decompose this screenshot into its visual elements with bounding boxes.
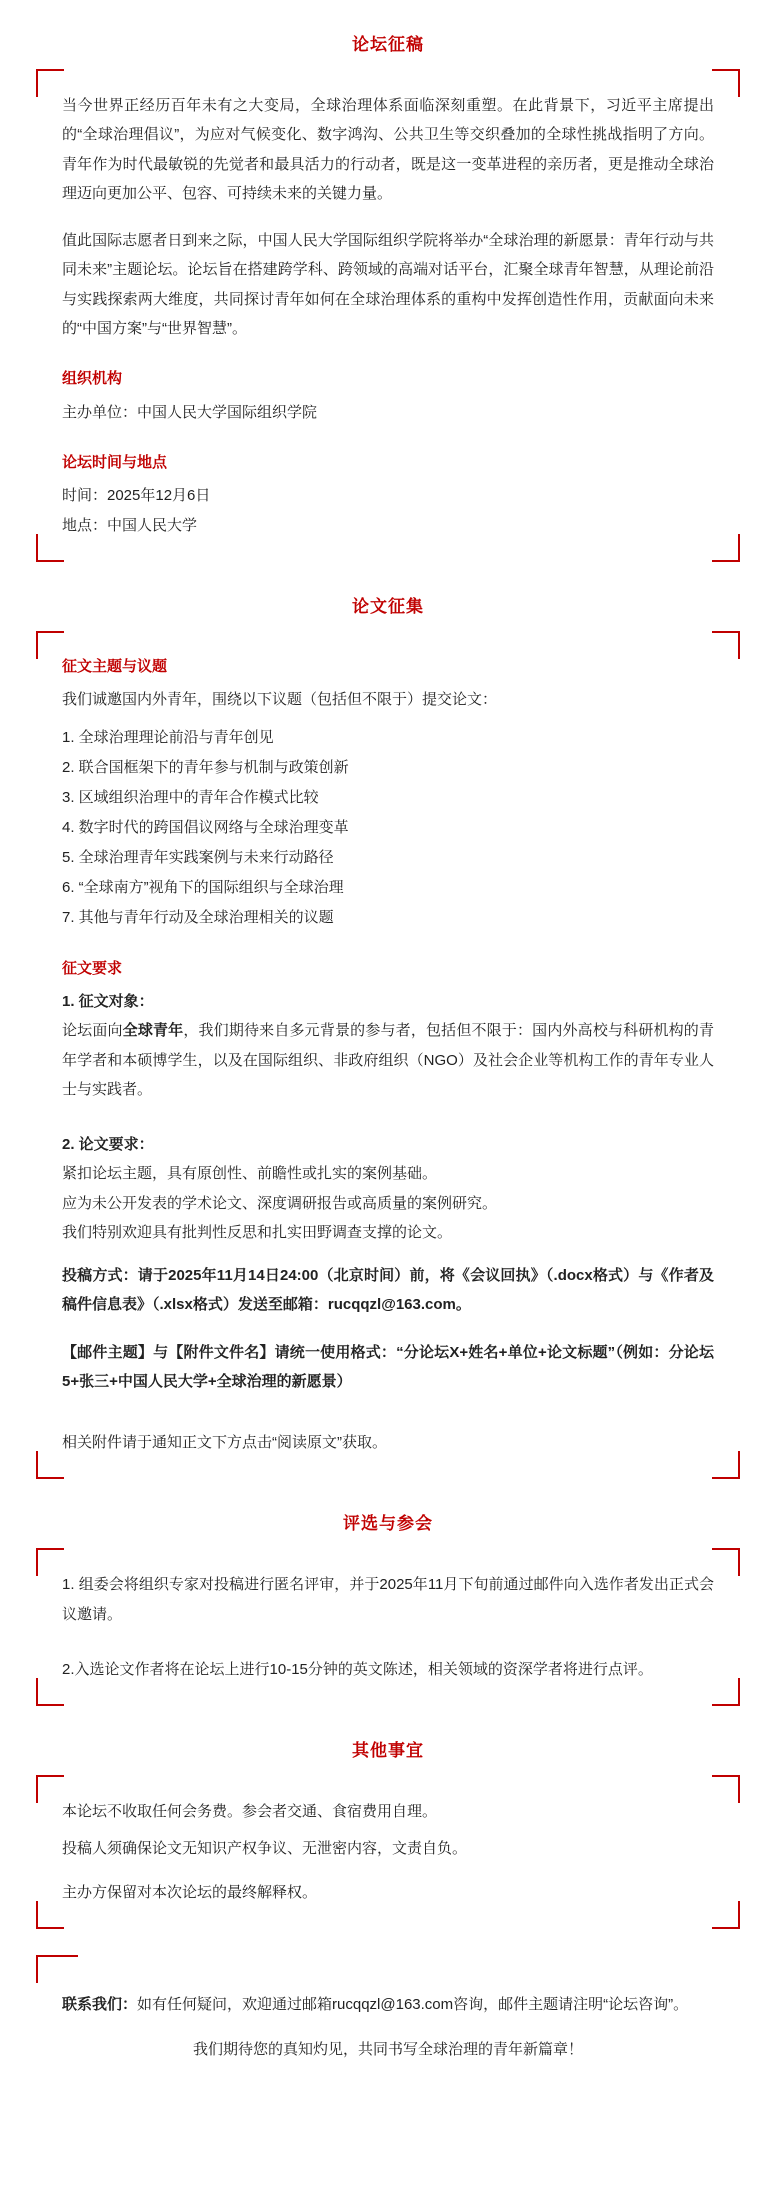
req1-text bbox=[62, 1016, 714, 1104]
section-title-forum-call: 论坛征稿 bbox=[352, 35, 424, 54]
contact-line bbox=[62, 1990, 714, 2020]
contact-text: 如有任何疑问，欢迎通过邮箱rucqqzl@163.com咨询，邮件主题请注明“论坛咨询”。 bbox=[137, 1995, 689, 2013]
req1-post: ，我们期待来自多元背景的参与者，包括但不限于：国内外高校与科研机构的青年学者和本硕博学生，以及在国际组织、非政府组织（NGO）及社会企业等机构工作的青年专业人士与实践者。 bbox=[62, 1022, 714, 1098]
review-item: 2.入选论文作者将在论坛上进行10-15分钟的英文陈述，相关领域的资深学者将进行点评。 bbox=[62, 1660, 653, 1678]
topic-item: 3. 区域组织治理中的青年合作模式比较 bbox=[62, 788, 319, 806]
org-heading: 组织机构 bbox=[62, 370, 123, 387]
contact-label: 联系我们： bbox=[62, 1995, 138, 2013]
topic-item: 6. “全球南方”视角下的国际组织与全球治理 bbox=[62, 878, 344, 896]
attachment-note: 相关附件请于通知正文下方点击“阅读原文”获取。 bbox=[62, 1434, 387, 1451]
req2-heading bbox=[62, 1130, 714, 1159]
other-line: 投稿人须确保论文无知识产权争议、无泄密内容，文责自负。 bbox=[62, 1840, 468, 1858]
topics-intro: 我们诚邀国内外青年，围绕以下议题（包括但不限于）提交论文： bbox=[62, 691, 498, 709]
other-block bbox=[36, 1775, 740, 1929]
topic-item: 7. 其他与青年行动及全球治理相关的议题 bbox=[62, 908, 334, 926]
submission-format bbox=[62, 1338, 714, 1397]
req1-heading-text: 1. 征文对象： bbox=[62, 993, 154, 1010]
frame-corner-bottom-right bbox=[712, 1451, 740, 1479]
req2-line: 应为未公开发表的学术论文、深度调研报告或高质量的案例研究。 bbox=[62, 1194, 498, 1212]
frame-corner-top-right bbox=[712, 1775, 740, 1803]
frame-corner-bottom-right bbox=[712, 1901, 740, 1929]
forum-paragraph-2: 值此国际志愿者日到来之际，中国人民大学国际组织学院将举办“全球治理的新愿景：青年行动与共同未来”主题论坛。论坛旨在搭建跨学科、跨领域的高端对话平台，汇聚全球青年智慧，从理论前沿与实践探索两大维度，共同探讨青年如何在全球治理体系的重构中发挥创造性作用，贡献面向未来的“中国方案”与“世界智慧”。 bbox=[62, 232, 714, 337]
submission-method bbox=[62, 1261, 714, 1320]
topic-item: 1. 全球治理理论前沿与青年创见 bbox=[62, 728, 274, 746]
place-line: 地点：中国人民大学 bbox=[62, 516, 198, 534]
paper-call-block bbox=[36, 631, 740, 1480]
section-title-other: 其他事宜 bbox=[352, 1741, 424, 1760]
frame-corner-top-right bbox=[712, 69, 740, 97]
org-line: 主办单位：中国人民大学国际组织学院 bbox=[62, 403, 318, 421]
req2-line: 我们特别欢迎具有批判性反思和扎实田野调查支撑的论文。 bbox=[62, 1223, 453, 1241]
submission-label: 投稿方式： bbox=[62, 1267, 138, 1284]
req2-line: 紧扣论坛主题，具有原创性、前瞻性或扎实的案例基础。 bbox=[62, 1165, 438, 1183]
time-line: 时间：2025年12月6日 bbox=[62, 487, 211, 505]
other-line: 本论坛不收取任何会务费。参会者交通、食宿费用自理。 bbox=[62, 1803, 438, 1820]
req2-heading-text: 2. 论文要求： bbox=[62, 1136, 154, 1153]
topic-item: 2. 联合国框架下的青年参与机制与政策创新 bbox=[62, 758, 349, 776]
topic-item: 4. 数字时代的跨国倡议网络与全球治理变革 bbox=[62, 818, 349, 836]
contact-block bbox=[36, 1955, 740, 2090]
review-item: 1. 组委会将组织专家对投稿进行匿名评审，并于2025年11月下旬前通过邮件向入选作者发出正式会议邀请。 bbox=[62, 1576, 714, 1623]
req1-pre: 论坛面向 bbox=[62, 1022, 123, 1040]
other-line: 主办方保留对本次论坛的最终解释权。 bbox=[62, 1883, 318, 1901]
contact-closing: 我们期待您的真知灼见，共同书写全球治理的青年新篇章！ bbox=[192, 2040, 583, 2058]
frame-corner-bottom-right bbox=[712, 534, 740, 562]
forum-paragraph-1: 当今世界正经历百年未有之大变局，全球治理体系面临深刻重塑。在此背景下，习近平主席提出的“全球治理倡议”，为应对气候变化、数字鸿沟、公共卫生等交织叠加的全球性挑战指明了方向。青年作为时代最敏锐的先觉者和最具活力的行动者，既是这一变革进程的亲历者，更是推动全球治理迈向更加公平、包容、可持续未来的关键力量。 bbox=[62, 97, 714, 202]
review-block bbox=[36, 1548, 740, 1706]
submission-text: 请于2025年11月14日24:00（北京时间）前，将《会议回执》（.docx格式）与《作者及稿件信息表》（.xlsx格式）发送至邮箱：rucqqzl@163.com。 bbox=[62, 1267, 714, 1314]
time-place-heading: 论坛时间与地点 bbox=[62, 453, 168, 471]
forum-call-block bbox=[36, 69, 740, 562]
section-title-paper-call: 论文征集 bbox=[352, 596, 424, 616]
document-page bbox=[0, 30, 776, 2114]
submission-format-text: 【邮件主题】与【附件文件名】请统一使用格式：“分论坛X+姓名+单位+论文标题”（例如：分论坛5+张三+中国人民大学+全球治理的新愿景） bbox=[62, 1343, 714, 1390]
topic-item: 5. 全球治理青年实践案例与未来行动路径 bbox=[62, 848, 334, 866]
req1-heading bbox=[62, 987, 714, 1016]
frame-corner-top-right bbox=[712, 631, 740, 659]
requirements-heading: 征文要求 bbox=[62, 959, 123, 977]
req1-bold: 全球青年 bbox=[122, 1022, 184, 1040]
topics-heading: 征文主题与议题 bbox=[62, 657, 168, 675]
frame-corner-bottom-right bbox=[712, 1678, 740, 1706]
frame-corner-top-right bbox=[712, 1548, 740, 1576]
section-title-review: 评选与参会 bbox=[343, 1514, 433, 1534]
